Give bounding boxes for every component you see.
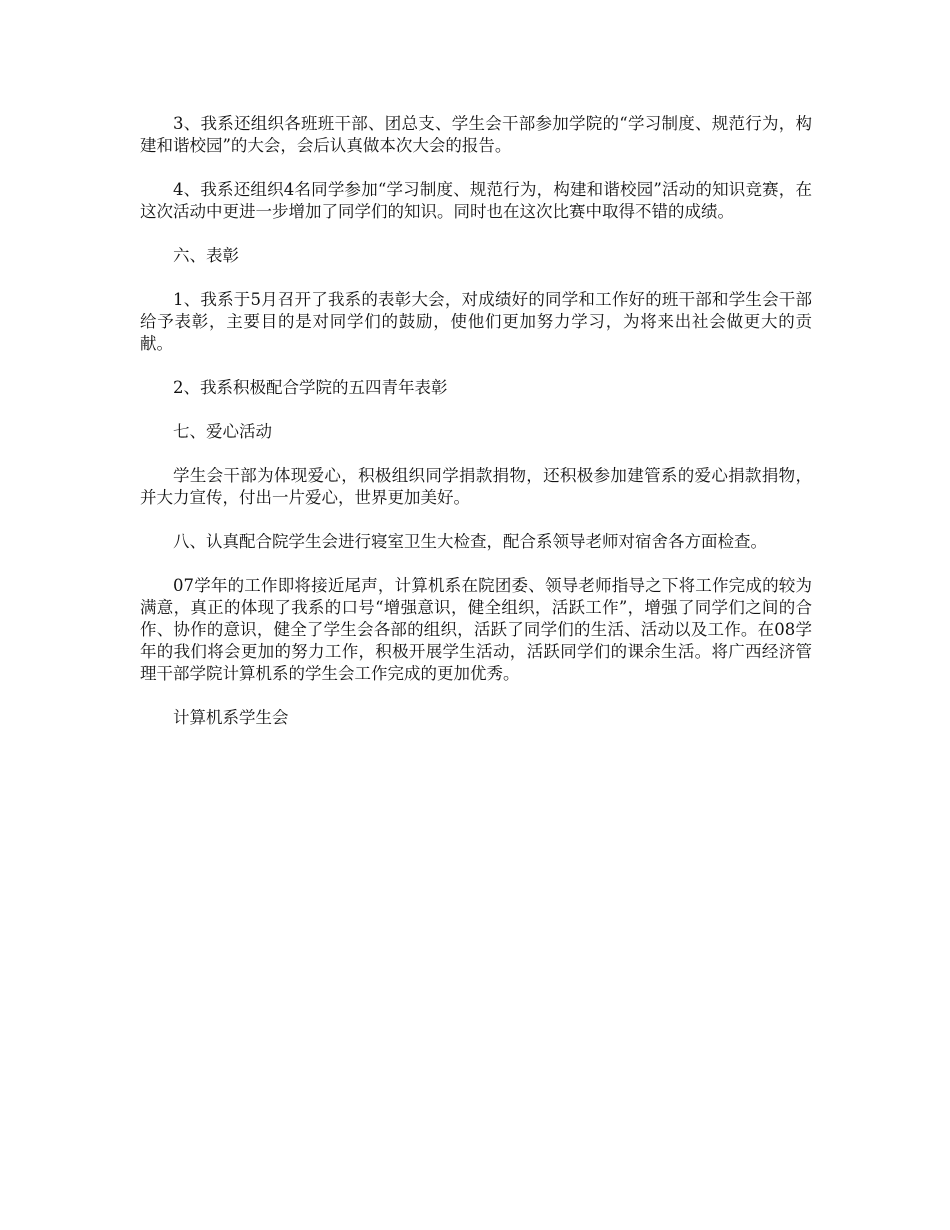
paragraph-charity: 学生会干部为体现爱心，积极组织同学捐款捐物，还积极参加建管系的爱心捐款捐物，并大力宣传，付出一片爱心，世界更加美好。 bbox=[140, 466, 812, 507]
section-heading-charity: 七、爱心活动 bbox=[173, 422, 272, 441]
section-heading-commendation: 六、表彰 bbox=[173, 246, 239, 265]
paragraph-dorm-inspection: 八、认真配合院学生会进行寝室卫生大检查，配合系领导老师对宿舍各方面检查。 bbox=[173, 532, 767, 551]
paragraph-summary: 07学年的工作即将接近尾声，计算机系在院团委、领导老师指导之下将工作完成的较为满意，真正的体现了我系的口号“增强意识，健全组织，活跃工作”，增强了同学们之间的合作、协作的意识，健全了学生会各部的组织，活跃了同学们的生活、活动以及工作。在08学年的我们将会更加的努力工作，积极开展学生活动，活跃同学们的课余生活。将广西经济管理干部学院计算机系的学生会工作完成的更加优秀。 bbox=[140, 576, 812, 683]
paragraph-item-4: 4、我系还组织4名同学参加“学习制度、规范行为，构建和谐校园”活动的知识竞赛，在这次活动中更进一步增加了同学们的知识。同时也在这次比赛中取得不错的成绩。 bbox=[140, 180, 812, 221]
paragraph-item-3: 3、我系还组织各班班干部、团总支、学生会干部参加学院的“学习制度、规范行为，构建和谐校园”的大会，会后认真做本次大会的报告。 bbox=[140, 114, 812, 155]
signature-line: 计算机系学生会 bbox=[173, 708, 289, 727]
document-body bbox=[140, 113, 812, 729]
paragraph-commendation-2: 2、我系积极配合学院的五四青年表彰 bbox=[173, 378, 448, 397]
paragraph-commendation-1: 1、我系于5月召开了我系的表彰大会，对成绩好的同学和工作好的班干部和学生会干部给予表彰，主要目的是对同学们的鼓励，使他们更加努力学习，为将来出社会做更大的贡献。 bbox=[140, 290, 812, 353]
